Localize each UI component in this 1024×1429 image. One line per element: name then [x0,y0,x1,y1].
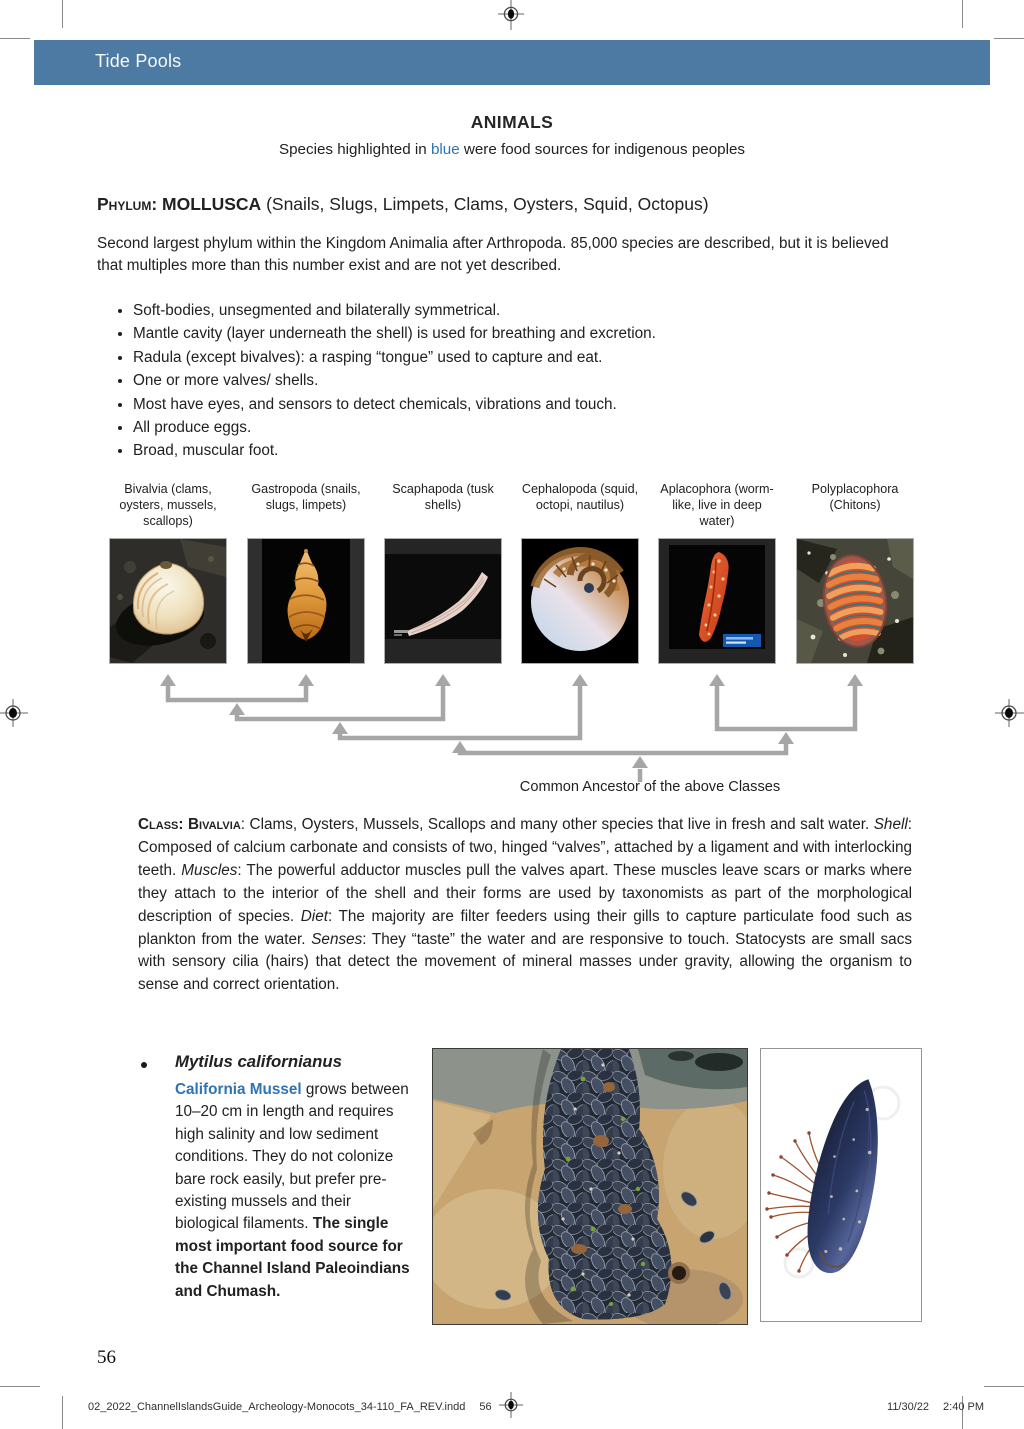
list-item: • Soft-bodies, unsegmented and bilaterally symmetrical. [133,300,953,321]
bivalvia-term-diet: Diet [300,907,328,925]
crop-mark [994,38,1024,39]
class-label-scaphapoda: Scaphapoda (tusk shells) [392,482,494,512]
page-number: 56 [97,1347,116,1368]
phylogeny-tree-diagram [90,670,930,782]
registration-mark-icon [995,699,1024,727]
crop-mark [0,1386,40,1387]
registration-mark-icon [0,699,28,727]
registration-mark-icon [499,1392,523,1418]
list-item: • Broad, muscular foot. [133,440,953,461]
footer-datetime [887,1401,984,1413]
characteristics-list [99,300,953,464]
tusk-shell-photo [384,538,502,664]
species-scientific-name: Mytilus californianus [175,1052,342,1071]
phylum-label: Phylum: [97,194,158,214]
species-text: grows between 10–20 cm in length and requires high salinity and low sediment conditions. They do not colonize bare rock easily, but prefer pre-existing mussels and their biological filaments. [175,1081,409,1233]
crop-mark [984,1386,1024,1387]
aplacophoran-photo [658,538,776,664]
footer-date-text: 11/30/22 [887,1401,930,1413]
species-bullet-dot [141,1062,147,1068]
common-ancestor-label: Common Ancestor of the above Classes [519,779,781,795]
subtitle-highlight: blue [430,141,460,158]
footer-file-text: 02_2022_ChannelIslandsGuide_Archeology-Monocots_34-110_FA_REV.indd [88,1401,466,1413]
crop-mark [62,0,63,28]
snail-shell-photo [247,538,365,664]
bivalvia-text: : Composed of calcium carbonate and consists of two, hinged “valves”, attached by a ligament and with interlocking teeth. [138,816,912,879]
crop-mark [962,0,963,28]
bivalvia-text: : The powerful adductor muscles pull the valves apart. These muscles leave scars or marks where they attach to the interior of the shell and their forms are used by taxonomists as part of the morphological description of species. [138,861,912,925]
page-header-title: Tide Pools [95,51,182,71]
subtitle-pre: Species highlighted in [278,141,431,158]
subtitle [0,141,1024,158]
class-label-polyplacophora: Polyplacophora (Chitons) [811,482,899,512]
phylum-name: MOLLUSCA [157,194,262,214]
bivalvia-text: : The majority are filter feeders using their gills to capture particulate food such as plankton from the water. [138,907,912,948]
class-label-aplacophora: Aplacophora (worm-like, live in deep water) [660,482,774,528]
clam-photo [109,538,227,664]
species-paragraph [175,1079,411,1303]
nautilus-photo [521,538,639,664]
list-item: • All produce eggs. [133,417,953,438]
mussel-colony-photo [432,1048,748,1325]
class-label-bivalvia: Bivalvia (clams, oysters, mussels, scallops) [119,482,217,528]
crop-mark [0,38,30,39]
chiton-photo [796,538,914,664]
species-common-name: California Mussel [175,1081,302,1098]
watermark-strip [723,634,761,647]
list-item: • Most have eyes, and sensors to detect chemicals, vibrations and touch. [133,394,953,415]
list-item: • Mantle cavity (layer underneath the shell) is used for breathing and excretion. [133,323,953,344]
footer-page-text: 56 [479,1401,492,1413]
phylum-examples: (Snails, Slugs, Limpets, Clams, Oysters, Squid, Octopus) [261,194,709,214]
intro-paragraph: Second largest phylum within the Kingdom Animalia after Arthropoda. 85,000 species are described, but it is believed that multiples more than this number exist and are not yet described. [97,235,889,274]
bivalvia-term-shell: Shell [873,816,908,833]
subtitle-post: were food sources for indigenous peoples [459,141,746,158]
registration-mark-icon [498,0,524,30]
footer-time-text: 2:40 PM [943,1401,984,1413]
crop-mark [62,1396,63,1429]
bivalvia-class-label: Class: Bivalvia [138,816,241,833]
class-label-cephalopoda: Cephalopoda (squid, octopi, nautilus) [521,482,639,512]
single-mussel-photo [760,1048,922,1322]
bivalvia-term-senses: Senses [311,930,363,948]
footer-filename [88,1401,492,1413]
species-bold-text: The single most important food source for the Channel Island Paleoindians and Chumash. [175,1215,410,1300]
bivalvia-term-muscles: Muscles [181,861,238,879]
list-item: • Radula (except bivalves): a rasping “tongue” used to capture and eat. [133,347,953,368]
bivalvia-paragraph [138,814,912,997]
bivalvia-text: : Clams, Oysters, Mussels, Scallops and many other species that live in fresh and salt water. [240,816,874,833]
section-title: ANIMALS [470,112,554,132]
bivalvia-text: : They “taste” the water and are responsive to touch. Statocysts are small sacs with sensory cilia (hairs) that detect the movement of mineral masses under gravity, allowing the organism to sense and correct orientation. [138,930,912,994]
phylum-heading [97,194,709,215]
class-label-gastropoda: Gastropoda (snails, slugs, limpets) [251,482,361,512]
list-item: • One or more valves/ shells. [133,370,953,391]
